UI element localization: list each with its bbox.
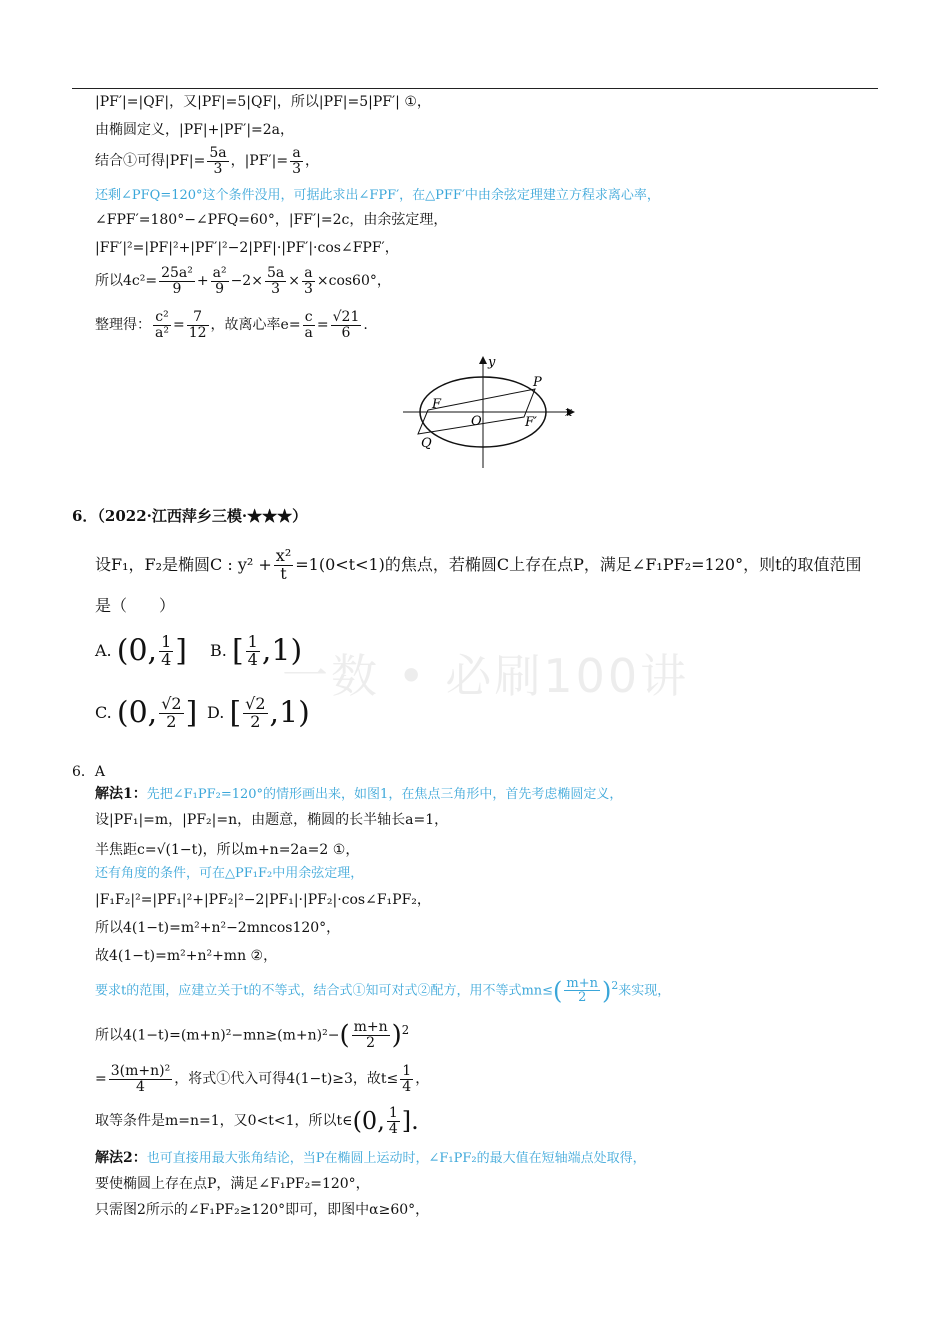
text: 6．A bbox=[72, 764, 106, 780]
text: 6．（2022·江西萍乡三模·★★★） bbox=[72, 507, 308, 525]
fraction bbox=[400, 1064, 413, 1094]
fraction bbox=[159, 634, 173, 669]
num: 5a bbox=[266, 265, 285, 281]
num: a bbox=[290, 146, 303, 162]
text: |FF′|²=|PF|²+|PF′|²−2|PF|·|PF′|·cos∠FPF′， bbox=[95, 240, 399, 256]
fraction bbox=[187, 310, 209, 340]
line-7 bbox=[95, 266, 391, 296]
watermark: 一数 • 必刷100讲 bbox=[282, 649, 690, 703]
paren: ( bbox=[553, 976, 563, 1005]
sol-line-3 bbox=[95, 840, 359, 860]
option-label: B. bbox=[210, 640, 227, 660]
text: 整理得： bbox=[95, 317, 151, 334]
fraction bbox=[331, 310, 362, 340]
option-label: C. bbox=[95, 702, 112, 722]
y-axis-arrow bbox=[479, 356, 487, 364]
problem-header bbox=[72, 506, 307, 526]
fraction bbox=[207, 146, 228, 176]
num: √2 bbox=[161, 694, 182, 713]
fraction bbox=[564, 977, 600, 1005]
num: 1 bbox=[161, 632, 172, 651]
note-3 bbox=[95, 976, 670, 1005]
den: 2 bbox=[366, 1035, 376, 1052]
fraction bbox=[159, 696, 183, 731]
fraction bbox=[159, 266, 195, 296]
text: ， bbox=[415, 1071, 430, 1088]
label-P: P bbox=[533, 375, 542, 390]
label-x: x bbox=[565, 405, 573, 420]
num: 5a bbox=[209, 145, 227, 161]
label-F: F bbox=[432, 397, 442, 412]
text: 要使椭圆上存在点P，满足∠F₁PF₂=120°， bbox=[95, 1176, 370, 1192]
num: 1 bbox=[247, 632, 258, 651]
den: a² bbox=[155, 324, 169, 341]
den: 3 bbox=[271, 280, 281, 297]
method-label: 解法2： bbox=[95, 1150, 147, 1166]
text: ， bbox=[304, 153, 319, 170]
text: ] bbox=[175, 633, 187, 669]
fraction bbox=[290, 146, 303, 176]
sol-line-6 bbox=[95, 918, 340, 938]
den: 4 bbox=[402, 1078, 412, 1095]
text: ]. bbox=[401, 1107, 419, 1136]
den: 4 bbox=[388, 1120, 398, 1137]
label-Q: Q bbox=[421, 436, 432, 451]
fraction bbox=[352, 1020, 390, 1050]
text: 要求t的范围，应建立关于t的不等式，结合式①知可对式②配方，用不等式mn≤ bbox=[95, 983, 554, 999]
den: 3 bbox=[292, 160, 301, 177]
num: a bbox=[302, 266, 315, 282]
note-2 bbox=[95, 864, 363, 884]
sol-line-11 bbox=[95, 1106, 419, 1136]
sol-line-9 bbox=[95, 1020, 409, 1051]
sol-line-10 bbox=[95, 1064, 429, 1094]
text: [ bbox=[229, 695, 242, 731]
header-rule bbox=[72, 88, 878, 89]
text: (0, bbox=[116, 633, 158, 669]
paren: ) bbox=[602, 976, 612, 1005]
fraction bbox=[303, 310, 315, 340]
num: x² bbox=[275, 546, 292, 565]
text: = bbox=[95, 1071, 107, 1088]
text: 还剩∠PFQ=120°这个条件没用，可据此求出∠FPF′，在△PFF′中由余弦定理建立方程求离心率， bbox=[95, 188, 660, 203]
note: 先把∠F₁PF₂=120°的情形画出来，如图1，在焦点三角形中，首先考虑椭圆定义， bbox=[146, 787, 623, 802]
text: (0, bbox=[352, 1107, 385, 1136]
text: 所以4(1−t)=m²+n²−2mncos120°， bbox=[95, 920, 341, 936]
den: 3 bbox=[303, 280, 313, 297]
option-c[interactable] bbox=[95, 696, 197, 731]
sol-line-14 bbox=[95, 1200, 429, 1220]
text: (0, bbox=[116, 695, 158, 731]
num: m+n bbox=[566, 975, 599, 991]
text: = bbox=[316, 317, 329, 334]
text: ，故离心率e= bbox=[210, 317, 301, 334]
text: ] bbox=[185, 695, 198, 731]
text: ，|PF′|= bbox=[230, 153, 289, 170]
num: 3(m+n)² bbox=[110, 1063, 171, 1079]
fraction bbox=[302, 266, 315, 296]
den: 4 bbox=[136, 1078, 145, 1095]
text: ∠FPF′=180°−∠PFQ=60°，|FF′|=2c，由余弦定理， bbox=[95, 212, 448, 228]
num: √21 bbox=[332, 309, 360, 325]
text: . bbox=[363, 317, 368, 334]
text: 只需图2所示的∠F₁PF₂≥120°即可，即图中α≥60°， bbox=[95, 1202, 430, 1218]
den: 4 bbox=[161, 649, 172, 669]
line-5 bbox=[95, 210, 447, 230]
option-label: A. bbox=[95, 640, 112, 660]
text: ×cos60°， bbox=[316, 273, 391, 290]
label-y: y bbox=[488, 355, 496, 370]
problem-stem bbox=[95, 548, 862, 583]
text: =1(0<t<1)的焦点，若椭圆C上存在点P，满足∠F₁PF₂=120°，则t的取值范围 bbox=[295, 554, 862, 574]
fraction bbox=[387, 1106, 400, 1136]
fraction bbox=[243, 696, 267, 731]
sol-line-7 bbox=[95, 946, 277, 966]
text: ,1) bbox=[269, 695, 310, 731]
method-1 bbox=[95, 784, 622, 805]
text: 是（ ） bbox=[95, 596, 176, 615]
den: 4 bbox=[247, 649, 258, 669]
text: 由椭圆定义，|PF|+|PF′|=2a， bbox=[95, 122, 295, 138]
text: 结合①可得|PF|= bbox=[95, 153, 206, 170]
den: 6 bbox=[341, 324, 351, 341]
den: 3 bbox=[213, 160, 223, 177]
paren: ) bbox=[391, 1020, 402, 1051]
option-a[interactable] bbox=[95, 634, 187, 669]
text: 故4(1−t)=m²+n²+mn ②， bbox=[95, 948, 278, 964]
sol-line-2 bbox=[95, 810, 448, 830]
text: 设|PF₁|=m，|PF₂|=n，由题意，椭圆的长半轴长a=1， bbox=[95, 812, 449, 828]
text: 半焦距c=√(1−t)，所以m+n=2a=2 ①， bbox=[95, 842, 360, 858]
num: a² bbox=[212, 265, 227, 281]
num: √2 bbox=[245, 694, 266, 713]
method-label: 解法1： bbox=[95, 786, 147, 802]
sol-line-13 bbox=[95, 1174, 370, 1194]
text: 所以4c²= bbox=[95, 273, 158, 290]
text: ,1) bbox=[261, 633, 303, 669]
problem-stem-2 bbox=[95, 596, 175, 616]
note: 也可直接用最大张角结论，当P在椭圆上运动时，∠F₁PF₂的最大值在短轴端点处取得， bbox=[146, 1151, 646, 1166]
den: t bbox=[280, 563, 287, 583]
fraction bbox=[211, 266, 229, 296]
den: 9 bbox=[215, 280, 225, 297]
fraction bbox=[265, 266, 286, 296]
fraction bbox=[274, 548, 293, 583]
label-Fprime: F′ bbox=[525, 415, 537, 430]
line-2 bbox=[95, 120, 294, 140]
num: 7 bbox=[187, 310, 209, 326]
den: 2 bbox=[250, 711, 261, 731]
line-6 bbox=[95, 238, 399, 258]
note-1 bbox=[95, 186, 660, 206]
text: × bbox=[288, 273, 300, 290]
text: + bbox=[196, 273, 209, 290]
text: |PF′|=|QF|，又|PF|=5|QF|，所以|PF|=5|PF′| ①， bbox=[95, 94, 431, 110]
num: c bbox=[303, 310, 315, 326]
line-8 bbox=[95, 310, 368, 340]
ellipse-figure bbox=[395, 352, 585, 474]
text: |F₁F₂|²=|PF₁|²+|PF₂|²−2|PF₁|·|PF₂|·cos∠F₁PF₂， bbox=[95, 892, 431, 908]
den: 12 bbox=[188, 324, 207, 341]
den: 2 bbox=[166, 711, 177, 731]
num: m+n bbox=[353, 1019, 388, 1036]
num: 1 bbox=[402, 1063, 412, 1079]
superscript: 2 bbox=[401, 1023, 410, 1037]
method-2 bbox=[95, 1148, 646, 1169]
text: −2× bbox=[230, 273, 263, 290]
text: ，将式①代入可得4(1−t)≥3，故t≤ bbox=[174, 1071, 399, 1088]
line-1 bbox=[95, 92, 431, 112]
answer bbox=[72, 762, 105, 782]
fraction bbox=[153, 310, 171, 340]
superscript: 2 bbox=[611, 979, 619, 992]
text: 取等条件是m=n=1，又0<t<1，所以t∈ bbox=[95, 1113, 353, 1130]
option-label: D. bbox=[207, 702, 225, 722]
num: 1 bbox=[388, 1105, 398, 1121]
line-3 bbox=[95, 146, 319, 176]
num: c² bbox=[153, 310, 171, 326]
text: = bbox=[172, 317, 185, 334]
fraction bbox=[246, 634, 260, 669]
text: [ bbox=[231, 633, 244, 669]
den: a bbox=[304, 324, 313, 341]
fraction bbox=[109, 1064, 172, 1094]
num: 25a² bbox=[161, 265, 193, 281]
paren: ( bbox=[339, 1020, 350, 1051]
text: 所以4(1−t)=(m+n)²−mn≥(m+n)²− bbox=[95, 1027, 340, 1044]
text: 设F₁，F₂是椭圆C : y² + bbox=[95, 554, 272, 574]
sol-line-5 bbox=[95, 890, 431, 910]
text: 来实现， bbox=[618, 983, 671, 999]
den: 2 bbox=[578, 990, 587, 1006]
den: 9 bbox=[172, 280, 182, 297]
text: 还有角度的条件，可在△PF₁F₂中用余弦定理， bbox=[95, 866, 364, 881]
label-O: O bbox=[471, 414, 482, 429]
